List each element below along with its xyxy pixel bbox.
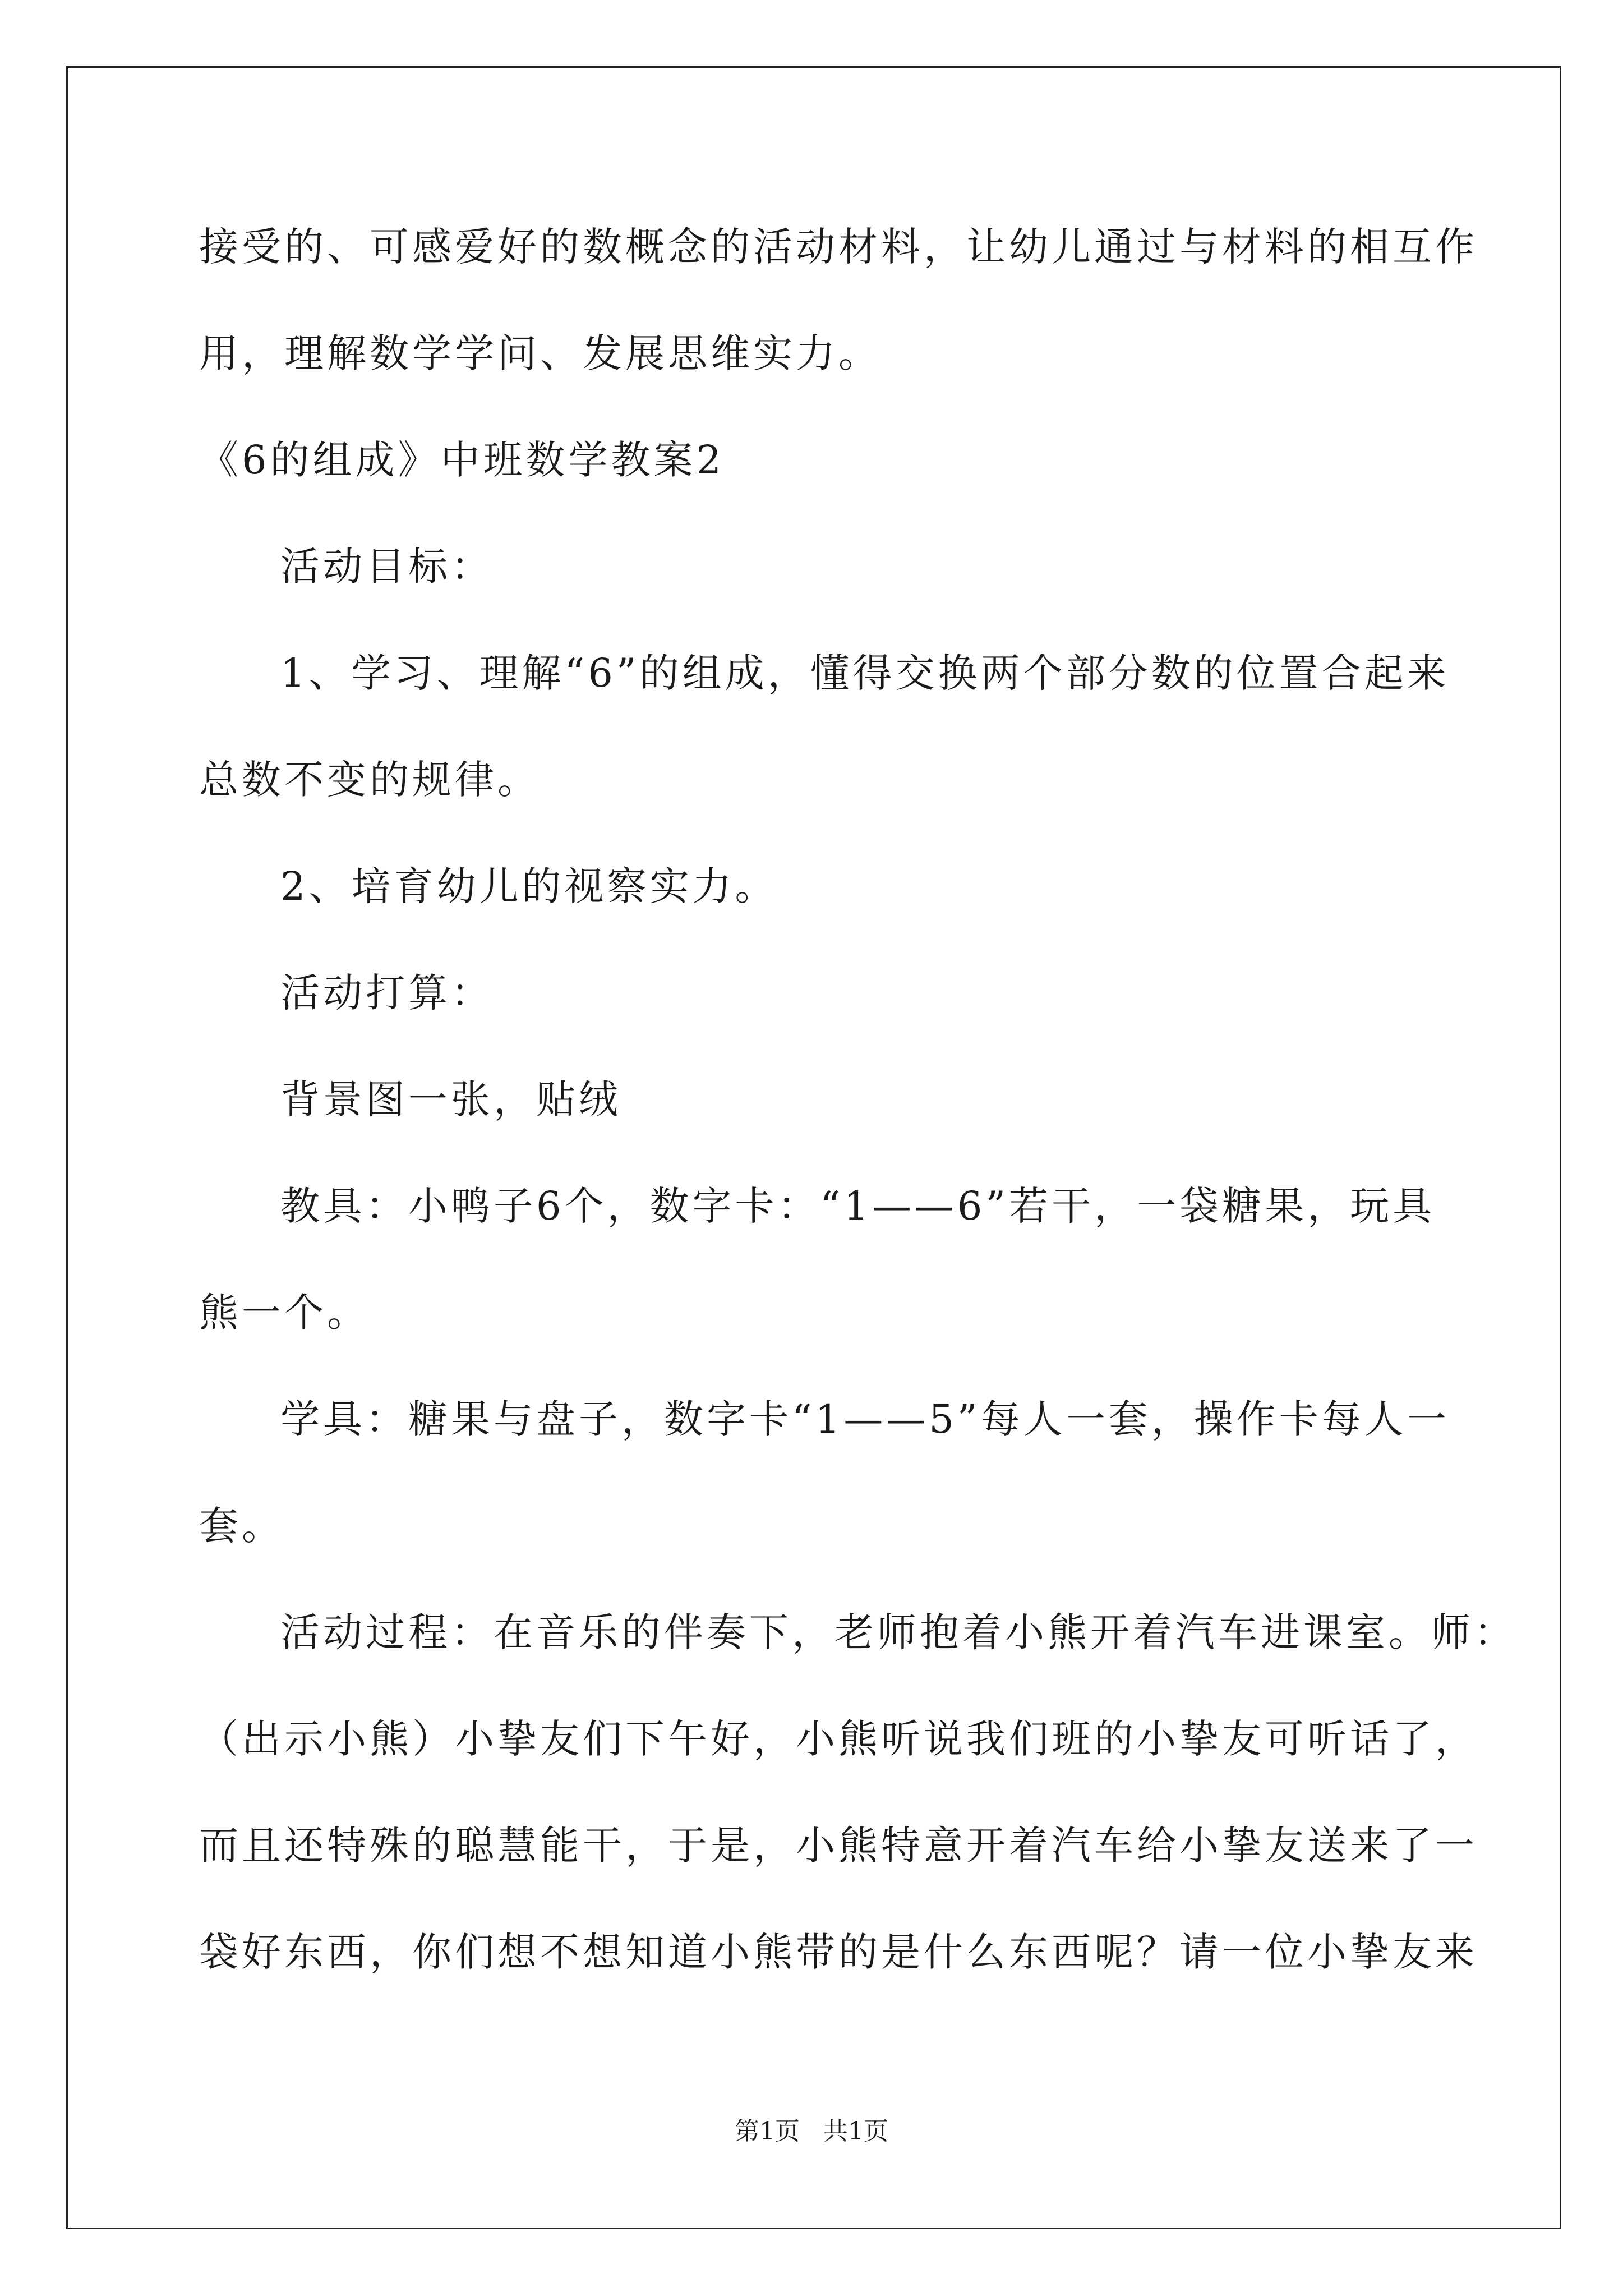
page-footer: 第1页 共1页 [735,2117,888,2146]
text-line: 接受的、可感爱好的数概念的活动材料，让幼儿通过与材料的相互作 [199,224,1478,270]
text-line: 1、学习、理解“6”的组成，懂得交换两个部分数的位置合起来 [280,650,1450,696]
text-line: 熊一个。 [199,1290,370,1336]
page-border [66,66,1561,2229]
text-line: 教具：小鸭子6个，数字卡：“1——6”若干，一袋糖果，玩具 [280,1183,1436,1229]
section-title: 《6的组成》中班数学教案2 [199,437,725,483]
text-line: 套。 [199,1503,284,1549]
heading-preparation: 活动打算： [280,970,494,1016]
text-line: （出示小熊）小挚友们下午好，小熊听说我们班的小挚友可听话了， [199,1716,1478,1762]
text-line: 活动过程：在音乐的伴奏下，老师抱着小熊开着汽车进课室。师： [280,1609,1516,1655]
text-line: 总数不变的规律。 [199,757,540,803]
text-line: 而且还特殊的聪慧能干，于是，小熊特意开着汽车给小挚友送来了一 [199,1823,1478,1869]
text-line: 袋好东西，你们想不想知道小熊带的是什么东西呢？请一位小挚友来 [199,1929,1478,1975]
text-line: 学具：糖果与盘子，数字卡“1——5”每人一套，操作卡每人一 [280,1396,1450,1442]
text-line: 用，理解数学学问、发展思维实力。 [199,330,881,376]
text-line: 2、培育幼儿的视察实力。 [280,863,778,909]
heading-goals: 活动目标： [280,544,494,590]
text-line: 背景图一张，贴绒 [280,1076,621,1122]
